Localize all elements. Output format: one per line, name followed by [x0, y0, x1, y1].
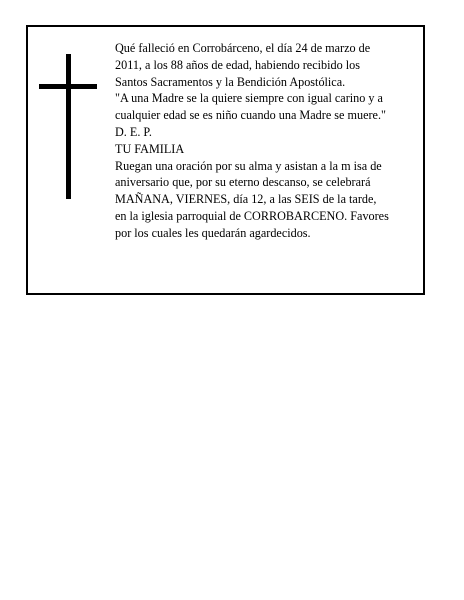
notice-line: MAÑANA, VIERNES, día 12, a las SEIS de la tarde,: [115, 192, 377, 207]
cross-vertical-bar: [66, 54, 71, 199]
notice-line: Qué falleció en Corrobárceno, el día 24 de marzo de: [115, 41, 371, 55]
quote-line: "A una Madre se la quiere siempre con igual carino y a: [115, 91, 383, 106]
notice-line: 2011, a los 88 años de edad, habiendo recibido los: [115, 57, 360, 72]
family-line: TU FAMILIA: [115, 141, 185, 156]
cross-horizontal-bar: [39, 84, 97, 89]
obituary-card: [26, 25, 425, 295]
rip-line: D. E. P.: [115, 124, 152, 139]
notice-line: aniversario que, por su eterno descanso, se celebrará: [115, 175, 371, 190]
obituary-text: [115, 40, 425, 242]
latin-cross-icon: [39, 54, 97, 199]
notice-line: en la iglesia parroquial de CORROBARCENO. Favores: [115, 208, 389, 223]
quote-line: cualquier edad se es niño cuando una Madre se muere.": [115, 108, 386, 123]
notice-line: por los cuales les quedarán agardecidos.: [115, 225, 311, 240]
notice-line: Ruegan una oración por su alma y asistan a la m isa de: [115, 158, 382, 173]
notice-line: Santos Sacramentos y la Bendición Apostólica.: [115, 74, 346, 89]
